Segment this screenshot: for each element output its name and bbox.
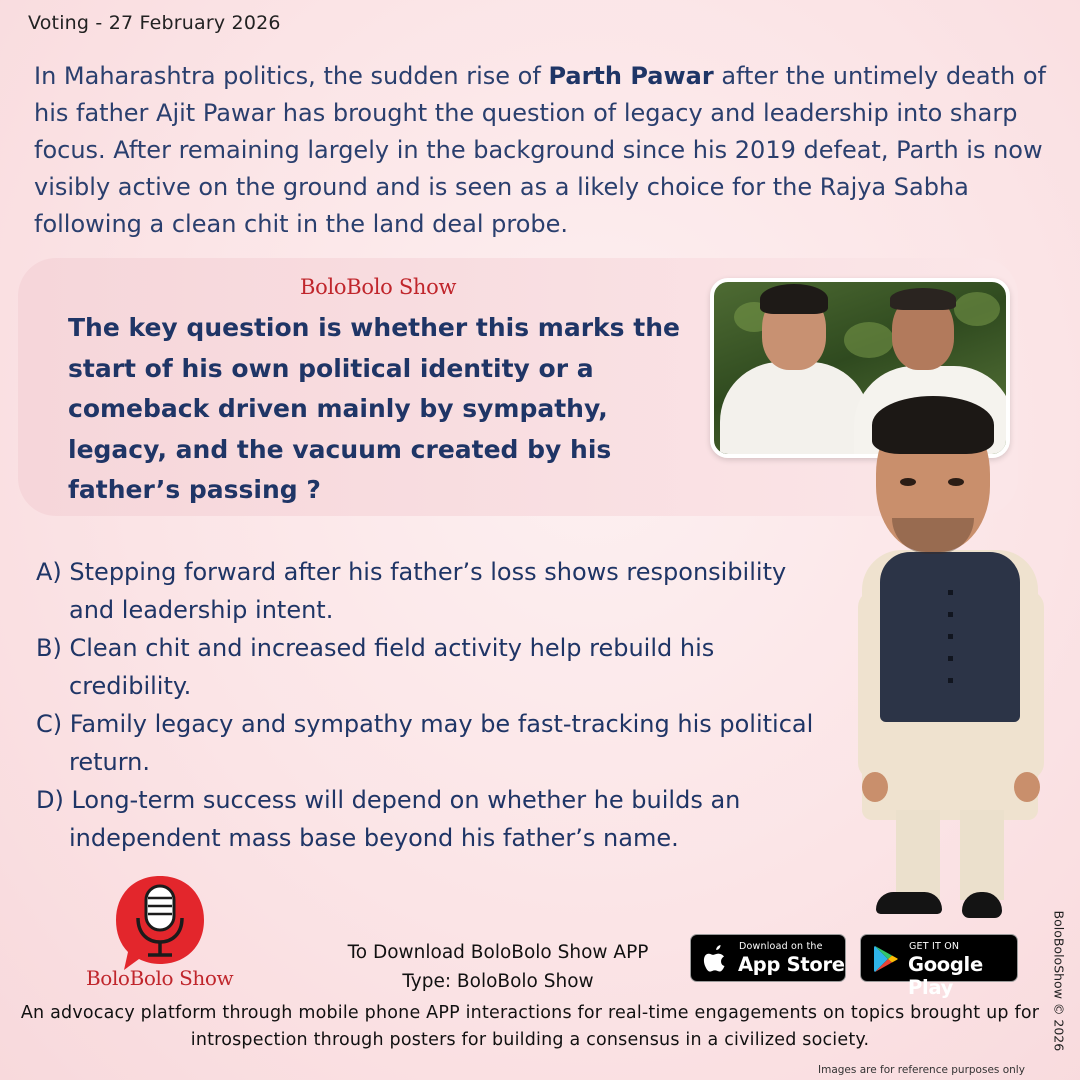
google-play-icon	[872, 944, 900, 974]
footer-logo-brand: BoloBolo Show	[86, 966, 234, 990]
google-play-small-label: GET IT ON	[909, 941, 960, 952]
option-d[interactable]: D) Long-term success will depend on whether he builds an independent mass base beyond his father’s name.	[36, 786, 741, 852]
option-c[interactable]: C) Family legacy and sympathy may be fast-tracking his political return.	[36, 710, 814, 776]
google-play-button[interactable]	[860, 934, 1018, 999]
image-disclaimer: Images are for reference purposes only	[818, 1064, 1025, 1076]
platform-tagline: An advocacy platform through mobile phone APP interactions for real-time engagements on topics brought up for introspection through posters for building a consensus in a civilized society.	[20, 1003, 1040, 1050]
download-instructions	[318, 938, 678, 996]
option-a[interactable]: A) Stepping forward after his father’s loss shows responsibility and leadership intent.	[36, 558, 787, 624]
copyright-vertical	[1048, 910, 1068, 1060]
google-play-label: Google Play	[908, 953, 983, 999]
microphone-icon	[110, 872, 210, 972]
download-line-2: Type: BoloBolo Show	[402, 971, 594, 992]
app-store-small-label: Download on the	[739, 941, 823, 952]
caricature-figure	[850, 400, 1050, 930]
intro-text-end: after the untimely death of his father Ajit Pawar has brought the question of legacy and leadership into sharp focus. After remaining largely in the background since his 2019 defeat, Parth is now visibly active on the ground and is seen as a likely choice for the Rajya Sabha following a clean chit in the land deal probe.	[34, 62, 1046, 238]
options-list	[36, 553, 826, 857]
key-question: The key question is whether this marks the start of his own political identity or a comeback driven mainly by sympathy, legacy, and the vacuum created by his father’s passing ?	[68, 313, 680, 504]
apple-icon	[703, 944, 729, 974]
app-store-label: App Store	[738, 953, 845, 976]
intro-highlight-name: Parth Pawar	[548, 62, 714, 90]
question-box-brand: BoloBolo Show	[300, 275, 457, 299]
intro-paragraph	[34, 58, 1054, 243]
download-line-1: To Download BoloBolo Show APP	[347, 942, 649, 963]
option-b[interactable]: B) Clean chit and increased field activity help rebuild his credibility.	[36, 634, 715, 700]
app-store-button[interactable]	[690, 934, 846, 982]
voting-date: Voting - 27 February 2026	[28, 12, 281, 34]
intro-text-start: In Maharashtra politics, the sudden rise of	[34, 62, 549, 90]
copyright-text: BoloBoloShow © 2026	[1051, 910, 1067, 1052]
